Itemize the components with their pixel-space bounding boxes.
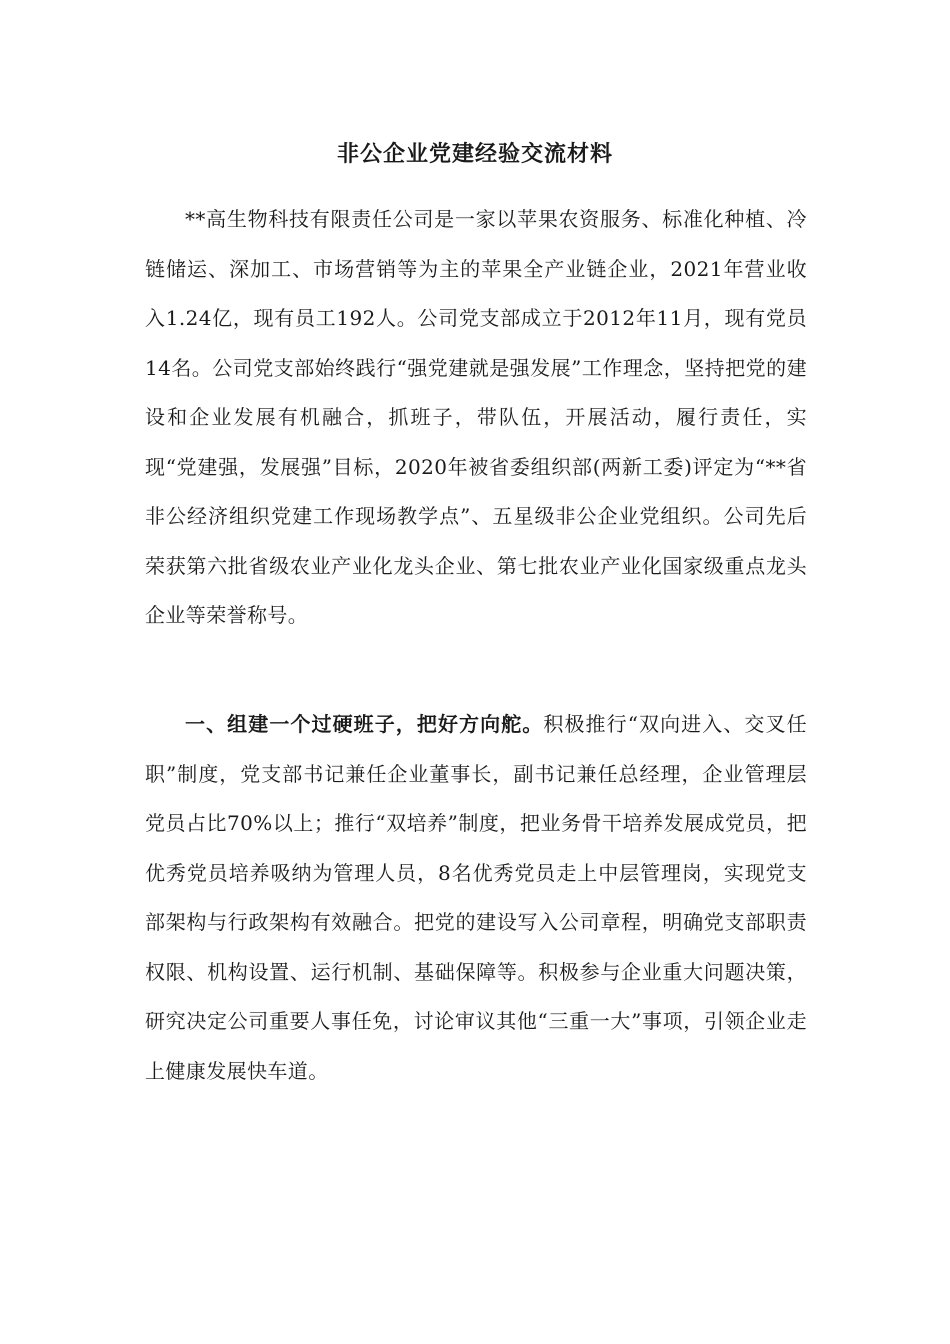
document-title: 非公企业党建经验交流材料 (336, 141, 613, 167)
section-one-paragraph (145, 700, 807, 1096)
intro-paragraph (145, 195, 807, 641)
section-one-heading: 一、组建一个过硬班子，把好方向舵。 (185, 712, 544, 736)
paragraph-text: 积极推行“双向进入、交叉任职”制度，党支部书记兼任企业董事长，副书记兼任总经理，企业管理层党员占比70%以上；推行“双培养”制度，把业务骨干培养发展成党员，把优秀党员培养吸纳为管理人员，8名优秀党员走上中层管理岗，实现党支部架构与行政架构有效融合。把党的建设写入公司章程，明确党支部职责权限、机构设置、运行机制、基础保障等。积极参与企业重大问题决策，研究决定公司重要人事任免，讨论审议其他“三重一大”事项，引领企业走上健康发展快车道。 (145, 712, 807, 1083)
paragraph-text: **高生物科技有限责任公司是一家以苹果农资服务、标准化种植、冷链储运、深加工、市场营销等为主的苹果全产业链企业，2021年营业收入1.24亿，现有员工192人。公司党支部成立于2012年11月，现有党员14名。公司党支部始终践行“强党建就是强发展”工作理念，坚持把党的建设和企业发展有机融合，抓班子，带队伍，开展活动，履行责任，实现“党建强，发展强”目标，2020年被省委组织部(两新工委)评定为“**省非公经济组织党建工作现场教学点”、五星级非公企业党组织。公司先后荣获第六批省级农业产业化龙头企业、第七批农业产业化国家级重点龙头企业等荣誉称号。 (145, 207, 807, 627)
